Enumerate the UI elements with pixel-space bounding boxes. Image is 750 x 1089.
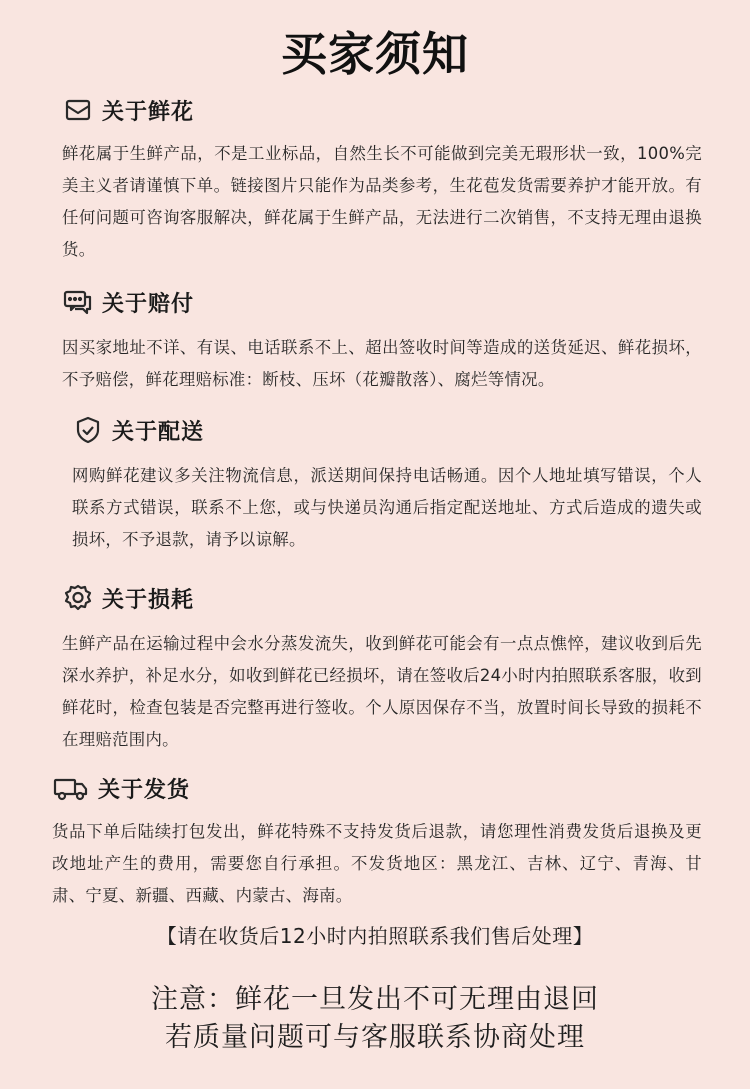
section-title: 关于损耗 [102,587,195,613]
section-title: 关于赔付 [102,291,195,317]
after-sales-notice: 【请在收货后12小时内拍照联系我们售后处理】 [156,924,594,948]
section-delivery [72,412,702,556]
gear-icon [62,582,94,614]
section-header [62,92,702,128]
section-title: 关于发货 [98,777,191,803]
section-header [62,580,702,616]
truck-icon [52,772,90,804]
envelope-icon [62,94,94,126]
section-body: 网购鲜花建议多关注物流信息，派送期间保持电话畅通。因个人地址填写错误，个人联系方式错误，联系不上您，或与快递员沟通后指定配送地址、方式后造成的遗失或损坏，不予退款，请予以谅解。 [72,466,702,549]
final-note-2: 若质量问题可与客服联系协商处理 [165,1022,585,1053]
final-note-1: 注意：鲜花一旦发出不可无理由退回 [151,984,599,1015]
shield-check-icon [72,414,104,446]
section-title: 关于鲜花 [102,99,195,125]
section-flowers [62,92,702,266]
section-loss [62,580,702,756]
section-body: 生鲜产品在运输过程中会水分蒸发流失，收到鲜花可能会有一点点憔悴，建议收到后先深水养护，补足水分，如收到鲜花已经损坏，请在签收后24小时内拍照联系客服，收到鲜花时，检查包装是否完整再进行签收。个人原因保存不当，放置时间长导致的损耗不在理赔范围内。 [62,634,702,749]
section-header [52,770,702,806]
section-header [62,284,702,320]
page-title: 买家须知 [281,27,469,81]
section-body: 货品下单后陆续打包发出，鲜花特殊不支持发货后退款，请您理性消费发货后退换及更改地址产生的费用，需要您自行承担。不发货地区：黑龙江、吉林、辽宁、青海、甘肃、宁夏、新疆、西藏、内蒙古、海南。 [52,822,702,905]
section-compensation [62,284,702,396]
section-title: 关于配送 [112,419,205,445]
chat-bubble-icon [62,286,94,318]
section-shipping [52,770,702,912]
section-body: 因买家地址不详、有误、电话联系不上、超出签收时间等造成的送货延迟、鲜花损坏，不予赔偿，鲜花理赔标准：断枝、压坏（花瓣散落）、腐烂等情况。 [62,338,702,389]
section-header [72,412,702,448]
section-body: 鲜花属于生鲜产品，不是工业标品，自然生长不可能做到完美无瑕形状一致，100%完美主义者请谨慎下单。链接图片只能作为品类参考，生花苞发货需要养护才能开放。有任何问题可咨询客服解决，鲜花属于生鲜产品，无法进行二次销售，不支持无理由退换货。 [62,144,702,259]
